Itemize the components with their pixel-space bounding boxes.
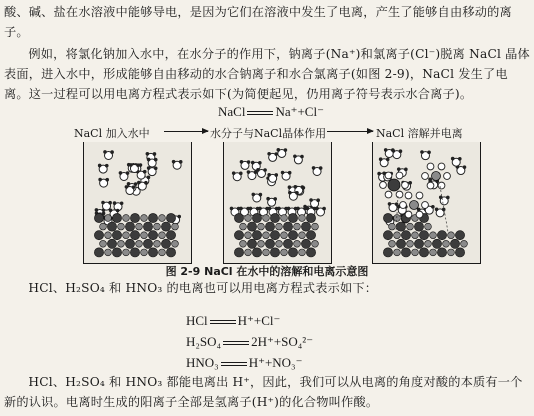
sodium-ion — [281, 232, 288, 239]
sodium-ion — [407, 223, 414, 230]
sodium-ion — [394, 232, 401, 239]
chloride-ion — [161, 239, 170, 248]
equation-right: Na⁺+Cl⁻ — [275, 104, 324, 119]
chloride-ion — [270, 231, 279, 240]
chloride-ion — [166, 213, 175, 222]
chloride-ion — [455, 248, 464, 257]
intro-paragraph: 酸、碱、盐在水溶液中能够导电，是因为它们在溶液中发生了电离，产生了能够自由移动的离子。 — [4, 5, 512, 39]
chloride-ion — [112, 248, 121, 257]
sodium-ion — [100, 223, 107, 230]
water-molecule — [251, 161, 262, 170]
sodium-ion — [245, 232, 252, 239]
figure-caption: 图 2-9 NaCl 在水中的溶解和电离示意图 — [165, 265, 369, 278]
sodium-ion — [299, 249, 306, 256]
chloride-ion — [112, 213, 121, 222]
equals-arrow — [210, 320, 236, 324]
water-molecule — [315, 207, 326, 216]
sodium-ion — [281, 215, 288, 222]
water-molecule — [240, 160, 251, 169]
chloride-ion — [148, 231, 157, 240]
chloride-ion — [125, 222, 134, 231]
chloride-ion — [270, 248, 279, 257]
chloride-ion — [383, 213, 392, 222]
sodium-ion — [394, 249, 401, 256]
step-label-add-to-water: NaCl 加入水中 — [74, 127, 150, 140]
sodium-ion — [430, 232, 437, 239]
chloride-ion — [306, 231, 315, 240]
sodium-ion — [123, 215, 130, 222]
sodium-ion — [240, 223, 247, 230]
chloride-ion — [143, 239, 152, 248]
sodium-ion — [258, 223, 265, 230]
equation-left: HNO₃ — [186, 355, 219, 370]
water-molecule — [388, 202, 399, 211]
chloride-ion — [234, 231, 243, 240]
sodium-ion — [389, 240, 396, 247]
chloride-ion — [288, 231, 297, 240]
water-molecule — [277, 207, 288, 216]
chloride-ion — [107, 222, 116, 231]
chloride-ion — [265, 222, 274, 231]
sodium-ion — [425, 223, 432, 230]
equation-left: NaCl — [218, 104, 246, 119]
chloride-ion — [234, 248, 243, 257]
equation-right: H⁺+Cl⁻ — [237, 313, 281, 328]
sodium-ion — [281, 249, 288, 256]
chloride-ion — [94, 248, 103, 257]
water-molecule — [147, 158, 158, 167]
chloride-ion — [419, 231, 428, 240]
hcl-ionization-equation — [186, 313, 280, 329]
water-molecule — [267, 152, 278, 161]
sodium-ion — [123, 232, 130, 239]
chloride-ion — [383, 248, 392, 257]
chloride-ion — [301, 239, 310, 248]
chloride-ion — [252, 231, 261, 240]
sodium-ion — [141, 215, 148, 222]
sodium-ion — [461, 240, 468, 247]
chloride-ion — [414, 239, 423, 248]
water-molecule — [103, 150, 114, 159]
water-molecule — [312, 166, 323, 175]
chloride-ion — [283, 222, 292, 231]
sodium-ion — [412, 232, 419, 239]
water-molecule — [256, 168, 267, 177]
sodium-ion — [412, 249, 419, 256]
chloride-ion — [247, 239, 256, 248]
water-molecule — [439, 195, 450, 204]
sodium-ion — [276, 223, 283, 230]
sodium-ion — [118, 223, 125, 230]
water-molecule — [251, 193, 262, 202]
chloride-ion — [252, 213, 261, 222]
sodium-ion — [448, 232, 455, 239]
chloride-ion — [270, 213, 279, 222]
sodium-ion — [294, 223, 301, 230]
equation-left: H₂SO₄ — [186, 334, 222, 349]
chloride-ion — [450, 239, 459, 248]
chloride-ion — [419, 248, 428, 257]
chloride-ion — [414, 222, 423, 231]
equation-right: 2H⁺+SO₄²⁻ — [251, 334, 314, 349]
chloride-ion — [265, 239, 274, 248]
chloride-ion — [166, 248, 175, 257]
water-molecule — [288, 191, 299, 200]
water-molecule — [98, 164, 109, 173]
sodium-ion — [123, 249, 130, 256]
sodium-ion — [263, 232, 270, 239]
chloride-ion — [252, 248, 261, 257]
sodium-ion — [105, 232, 112, 239]
chloride-ion — [125, 239, 134, 248]
chloride-ion — [401, 248, 410, 257]
sodium-ion — [389, 223, 396, 230]
sodium-ion — [312, 223, 319, 230]
sodium-ion — [245, 215, 252, 222]
chloride-ion — [148, 248, 157, 257]
sodium-ion — [240, 240, 247, 247]
sodium-ion — [276, 240, 283, 247]
water-molecule — [98, 178, 109, 187]
chloride-ion — [437, 231, 446, 240]
sodium-ion — [105, 249, 112, 256]
water-molecule — [232, 171, 243, 180]
chloride-ion — [130, 213, 139, 222]
chloride-ion — [288, 213, 297, 222]
sodium-ion — [141, 249, 148, 256]
chloride-ion — [130, 231, 139, 240]
chloride-ion — [432, 239, 441, 248]
equals-arrow — [221, 362, 247, 366]
chloride-ion — [288, 248, 297, 257]
step-label-dissolve-ionize: NaCl 溶解并电离 — [376, 127, 463, 140]
chloride-ion — [143, 222, 152, 231]
water-molecule — [247, 170, 258, 179]
acid-definition-paragraph: HCl、H₂SO₄ 和 HNO₃ 都能电离出 H⁺，因此，我们可以从电离的角度对酸的本质有一个新的认识。电离时生成的阳离子全部是氢离子(H⁺)的化合物叫作酸。 — [4, 375, 523, 409]
chloride-ion — [130, 248, 139, 257]
chloride-ion — [401, 231, 410, 240]
chloride-ion — [247, 222, 256, 231]
sodium-ion — [118, 240, 125, 247]
chloride-ion — [148, 213, 157, 222]
chloride-ion — [94, 213, 103, 222]
nacl-example-paragraph: 例如，将氯化钠加入水中，在水分子的作用下，钠离子(Na⁺)和氯离子(Cl⁻)脱离 NaCl 晶体表面，进入水中，形成能够自由移动的水合钠离子和水合氯离子(如图 2-9)，NaCl 发生了电离。这一过程可以用电离方程式表示如下(为简便起见，仍用离子符号表示水合离子)。 — [4, 47, 530, 101]
sodium-ion — [299, 232, 306, 239]
sodium-ion — [172, 240, 179, 247]
sodium-ion — [448, 249, 455, 256]
water-molecule — [451, 157, 462, 166]
water-molecule — [172, 160, 183, 169]
sodium-ion — [105, 215, 112, 222]
sodium-ion — [245, 249, 252, 256]
sodium-ion — [430, 249, 437, 256]
chloride-ion — [166, 231, 175, 240]
water-molecule — [293, 155, 304, 164]
water-molecule — [119, 171, 130, 180]
water-molecule — [435, 207, 446, 216]
chloride-ion — [283, 239, 292, 248]
chloride-ion — [234, 213, 243, 222]
hno3-ionization-equation — [186, 355, 302, 371]
water-molecule — [420, 150, 431, 159]
sodium-ion — [263, 249, 270, 256]
chloride-ion — [161, 222, 170, 231]
equation-left: HCl — [186, 313, 208, 328]
sodium-ion — [154, 240, 161, 247]
sodium-ion — [159, 215, 166, 222]
sodium-ion — [263, 215, 270, 222]
sodium-ion — [136, 240, 143, 247]
sodium-ion — [425, 240, 432, 247]
sodium-ion — [172, 223, 179, 230]
sodium-ion — [443, 240, 450, 247]
chloride-ion — [112, 231, 121, 240]
h2so4-ionization-equation — [186, 334, 313, 350]
sodium-ion — [100, 240, 107, 247]
sodium-ion — [154, 223, 161, 230]
chloride-ion — [301, 222, 310, 231]
sodium-ion — [136, 223, 143, 230]
chloride-ion — [94, 231, 103, 240]
sodium-ion — [258, 240, 265, 247]
step-label-water-interaction: 水分子与NaCl晶体作用 — [210, 127, 327, 140]
chloride-ion — [383, 231, 392, 240]
chloride-ion — [437, 248, 446, 257]
sodium-ion — [159, 232, 166, 239]
chloride-ion — [396, 222, 405, 231]
acid-ionization-intro: HCl、H₂SO₄ 和 HNO₃ 的电离也可以用电离方程式表示如下： — [28, 281, 378, 295]
sodium-ion — [141, 232, 148, 239]
sodium-ion — [299, 215, 306, 222]
sodium-ion — [407, 240, 414, 247]
equals-arrow — [223, 341, 249, 345]
sodium-ion — [159, 249, 166, 256]
chloride-ion — [396, 239, 405, 248]
water-molecule — [147, 166, 158, 175]
chloride-ion — [107, 239, 116, 248]
chloride-ion — [455, 231, 464, 240]
chloride-ion — [306, 213, 315, 222]
equation-right: H⁺+NO₃⁻ — [248, 355, 303, 370]
chloride-ion — [306, 248, 315, 257]
water-molecule — [281, 171, 292, 180]
sodium-ion — [312, 240, 319, 247]
sodium-ion — [394, 215, 401, 222]
water-molecule — [379, 157, 390, 166]
water-molecule — [266, 197, 277, 206]
water-molecule — [276, 148, 287, 157]
sodium-ion — [294, 240, 301, 247]
